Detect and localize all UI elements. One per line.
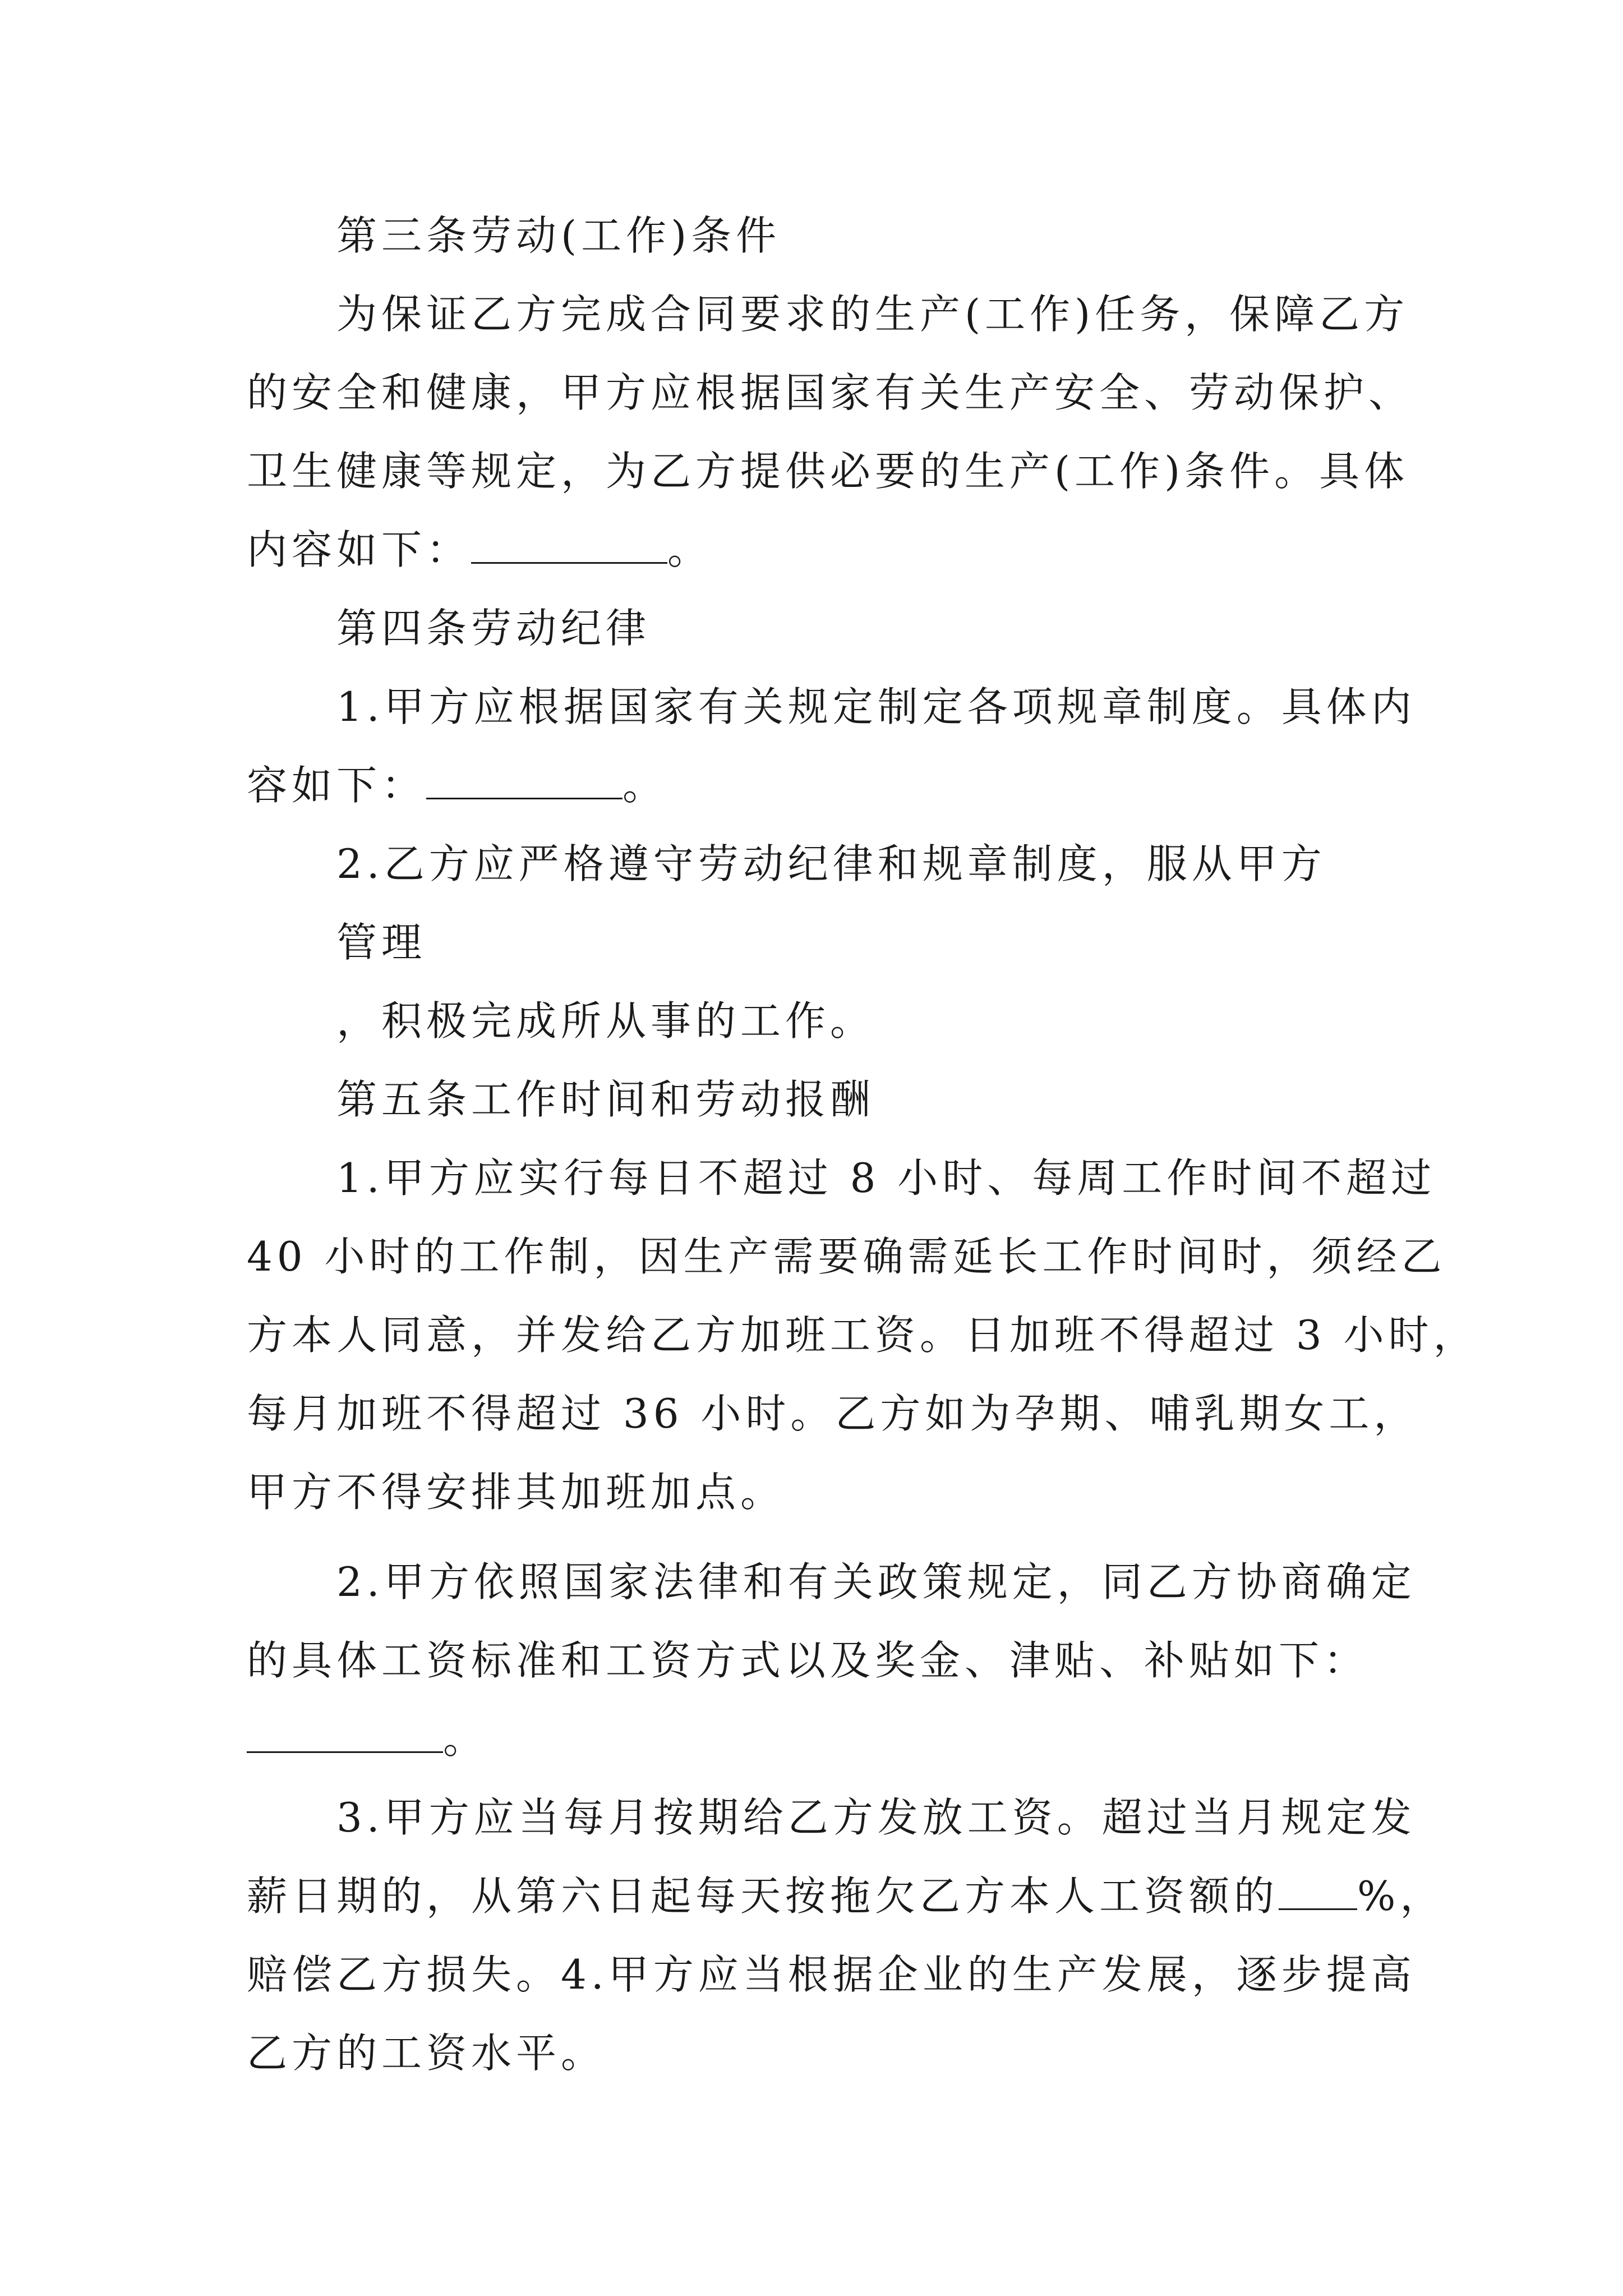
article5-line: 2.甲方依照国家法律和有关政策规定，同乙方协商确定 [336, 1558, 1416, 1605]
article5-line: 甲方不得安排其加班加点。 [247, 1469, 786, 1516]
article4-line: 2.乙方应严格遵守劳动纪律和规章制度，服从甲方 [336, 840, 1326, 887]
article5-line: 的具体工资标准和工资方式以及奖金、津贴、补贴如下： [247, 1637, 1369, 1684]
article5-line-text: 薪日期的，从第六日起每天按拖欠乙方本人工资额的 [247, 1872, 1279, 1920]
fill-in-blank [247, 1718, 443, 1753]
article5-line [247, 1868, 1445, 1924]
article5-line: 3.甲方应当每月按期给乙方发放工资。超过当月规定发 [336, 1794, 1416, 1841]
article5-line: 乙方的工资水平。 [247, 2030, 606, 2077]
article3-heading: 第三条劳动(工作)条件 [336, 212, 781, 259]
article3-line-text: 内容如下： [247, 526, 472, 573]
article5-line: 方本人同意，并发给乙方加班工资。日加班不得超过 3 小时， [247, 1312, 1478, 1359]
article3-line [247, 522, 712, 578]
fill-in-blank [1279, 1875, 1357, 1910]
article3-line: 的安全和健康，甲方应根据国家有关生产安全、劳动保护、 [247, 369, 1414, 416]
article5-line-end: %， [1357, 1872, 1445, 1920]
article4-heading: 第四条劳动纪律 [336, 605, 651, 652]
article4-line [247, 757, 667, 813]
article4-line: ，积极完成所从事的工作。 [336, 997, 875, 1045]
article3-line-end: 。 [667, 526, 713, 573]
article4-line: 1.甲方应根据国家有关规定制定各项规章制度。具体内 [336, 683, 1416, 730]
article3-line: 为保证乙方完成合同要求的生产(工作)任务，保障乙方 [336, 291, 1409, 338]
article5-heading: 第五条工作时间和劳动报酬 [336, 1076, 875, 1123]
article5-line-end: 。 [443, 1715, 488, 1763]
article3-line: 卫生健康等规定，为乙方提供必要的生产(工作)条件。具体 [247, 448, 1409, 495]
article5-line: 1.甲方应实行每日不超过 8 小时、每周工作时间不超过 [336, 1154, 1436, 1202]
article5-line: 赔偿乙方损失。4.甲方应当根据企业的生产发展，逐步提高 [247, 1951, 1416, 1998]
article4-line: 管理 [336, 919, 427, 966]
article5-line: 40 小时的工作制，因生产需要确需延长工作时间时，须经乙 [247, 1233, 1446, 1280]
article5-line: 每月加班不得超过 36 小时。乙方如为孕期、哺乳期女工， [247, 1390, 1419, 1437]
article4-line-end: 。 [623, 762, 668, 809]
article4-line-text: 容如下： [247, 762, 427, 809]
article5-line [247, 1711, 488, 1767]
fill-in-blank [426, 764, 623, 799]
fill-in-blank [471, 528, 667, 564]
